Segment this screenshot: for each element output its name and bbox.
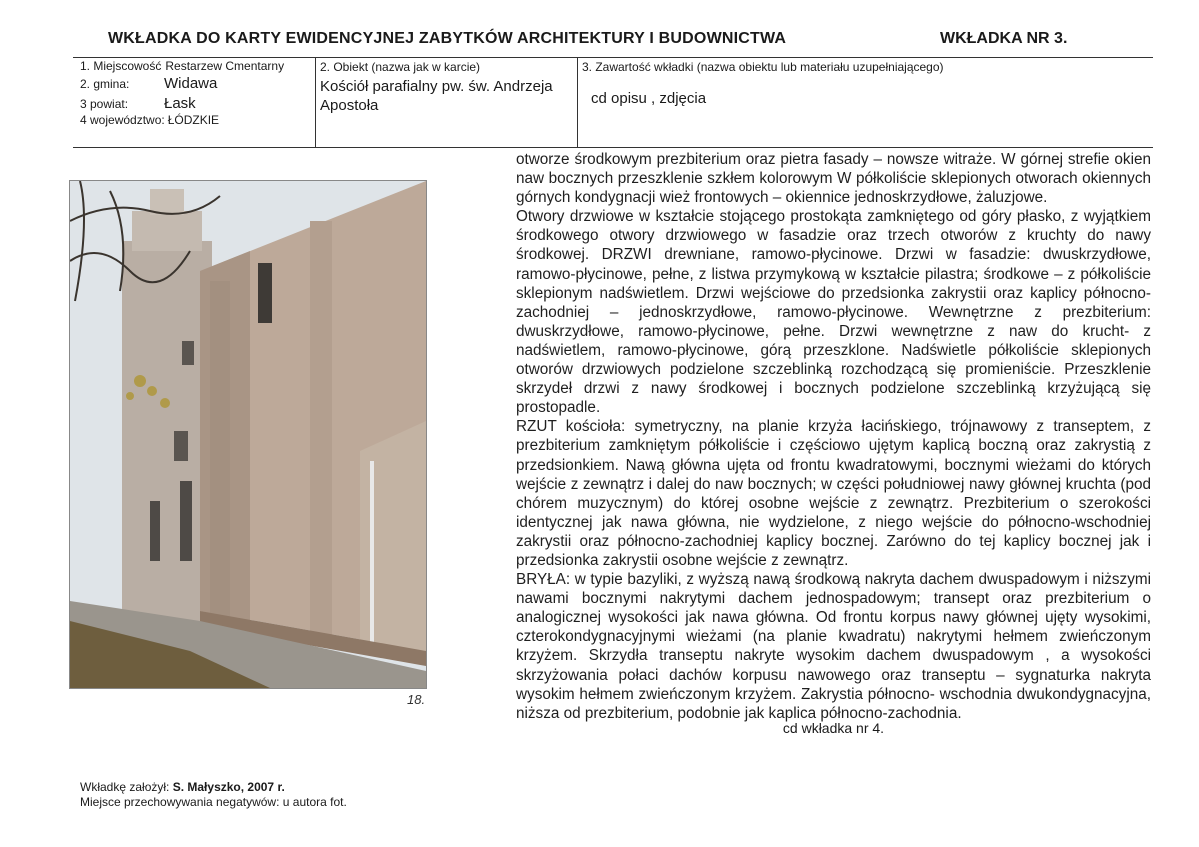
wojewodztwo-value: ŁÓDZKIE [167, 113, 220, 127]
paragraph: Otwory drzwiowe w kształcie stojącego prostokąta zamkniętego od góry płasko, z wyjątkiem środkowego otwory drzwiowego w fasadzie oraz trzech otworów z kruchty do nawy środkowej. DRZWI drewniane, ramowo-płycinowe. Drzwi w fasadzie: dwuskrzydłowe, ramowo-płycinowe, pełne, z listwa przymykową w kształcie pilastra; środkowe – z półkoliście sklepionym nadświetlem. Drzwi wejściowe do przedsionka zakrystii oraz kaplicy północno-zachodniej – jednoskrzydłowe, ramowo-płycinowe. Wewnętrzne z prezbiterium: dwuskrzydłowe, ramowo-płycinowe, pełne. Drzwi wewnętrzne z naw do krucht- z nadświetlem, ramowo-płycinowe, górą przeszklone. Nadświetle półkoliście sklepionych otworów drzwiowych podzielone szczeblinką rozchodzącą się promieniście. Przeszklenie skrzydeł drzwi z nawy środkowej i bocznych podzielone szczeblinką krzyżującą się prostopadle. [516, 208, 1151, 417]
location-cell [80, 59, 312, 129]
paragraph: otworze środkowym prezbiterium oraz pietra fasady – nowsze witraże. W górnej strefie okien naw bocznych przeszklenie szkłem kolorowym W półkoliście sklepionych otworach okiennych górnych kondygnacji wież frontowych – okiennice jednoskrzydłowe, żaluzjowe. [516, 151, 1151, 207]
author-line [80, 780, 285, 794]
insert-number: WKŁADKA NR 3. [940, 30, 1068, 47]
miejscowosc-label: 1. Miejscowość [80, 59, 162, 73]
obiekt-label: 2. Obiekt (nazwa jak w karcie) [320, 60, 481, 74]
miejscowosc-value: Restarzew Cmentarny [165, 59, 285, 73]
wojewodztwo-label: 4 województwo: [80, 113, 165, 127]
table-top-border [73, 57, 1153, 58]
author-value: S. Małyszko, 2007 r. [172, 780, 285, 794]
continuation-note: cd wkładka nr 4. [782, 720, 885, 736]
paragraph: BRYŁA: w typie bazyliki, z wyższą nawą środkową nakryta dachem dwuspadowym i niższymi nawami bocznymi nakrytymi dachem jednospadowym; transept oraz prezbiterium o analogicznej wysokości jak nawa główna. Od frontu korpus nawy głównej ujęty wysokimi, czterokondygnacyjnymi wieżami (na planie kwadratu) nakrytymi hełmem zwieńczonym krzyżem. Skrzydła transeptu nakryte wysokim dachem dwuspadowym , a wysokości skrzyżowania połaci dachów korpusu nawowego oraz transeptu – sygnaturka nakryta wysokim hełmem zwieńczonym krzyżem. Zakrystia północno- wschodnia dwukondygnacyjna, niższa od prezbiterium, podobnie jak kaplica północno-zachodnia. [516, 571, 1151, 722]
paragraph: RZUT kościoła: symetryczny, na planie krzyża łacińskiego, trójnawowy z transeptem, z prezbiterium zamkniętym półkoliście i częściowo ujętym kaplicą boczną oraz zakrystią z przedsionkiem. Nawą główna ujęta od frontu kwadratowymi, bocznymi wieżami do których wejście z zewnątrz i dalej do naw bocznych; w części południowej nawy głównej kruchta (pod chórem muzycznym) do której osobne wejście z zewnątrz. Prezbiterium o szerokości identycznej jak nawa główna, nie wydzielone, z niego wejście do północno-wschodniej zakrystii oraz północno-zachodniej kaplicy bocznej. Zarówno do tej kaplicy bocznej jak i przedsionka zakrystii osobne wejście z zewnątrz. [516, 418, 1151, 569]
church-photo [69, 180, 427, 689]
gmina-label: 2. gmina: [80, 77, 130, 91]
object-cell [320, 59, 572, 115]
column-divider-2 [577, 57, 578, 148]
column-divider-1 [315, 57, 316, 148]
form-title: WKŁADKA DO KARTY EWIDENCYJNEJ ZABYTKÓW ARCHITEKTURY I BUDOWNICTWA [108, 30, 787, 47]
description-text [516, 150, 1151, 723]
zawartosc-value: cd opisu , zdjęcia [591, 90, 707, 107]
negatives-line: Miejsce przechowywania negatywów: u autora fot. [80, 795, 347, 809]
zawartosc-label: 3. Zawartość wkładki (nazwa obiektu lub materiału uzupełniającego) [582, 60, 944, 74]
author-label: Wkładkę założył: [80, 780, 170, 794]
obiekt-value: Kościół parafialny pw. św. Andrzeja Apostoła [320, 78, 553, 114]
gmina-value: Widawa [164, 75, 218, 92]
photo-number: 18. [407, 692, 426, 707]
contents-cell [582, 59, 1147, 108]
powiat-label: 3 powiat: [80, 97, 129, 111]
powiat-value: Łask [164, 95, 196, 112]
table-bottom-border [73, 147, 1153, 148]
